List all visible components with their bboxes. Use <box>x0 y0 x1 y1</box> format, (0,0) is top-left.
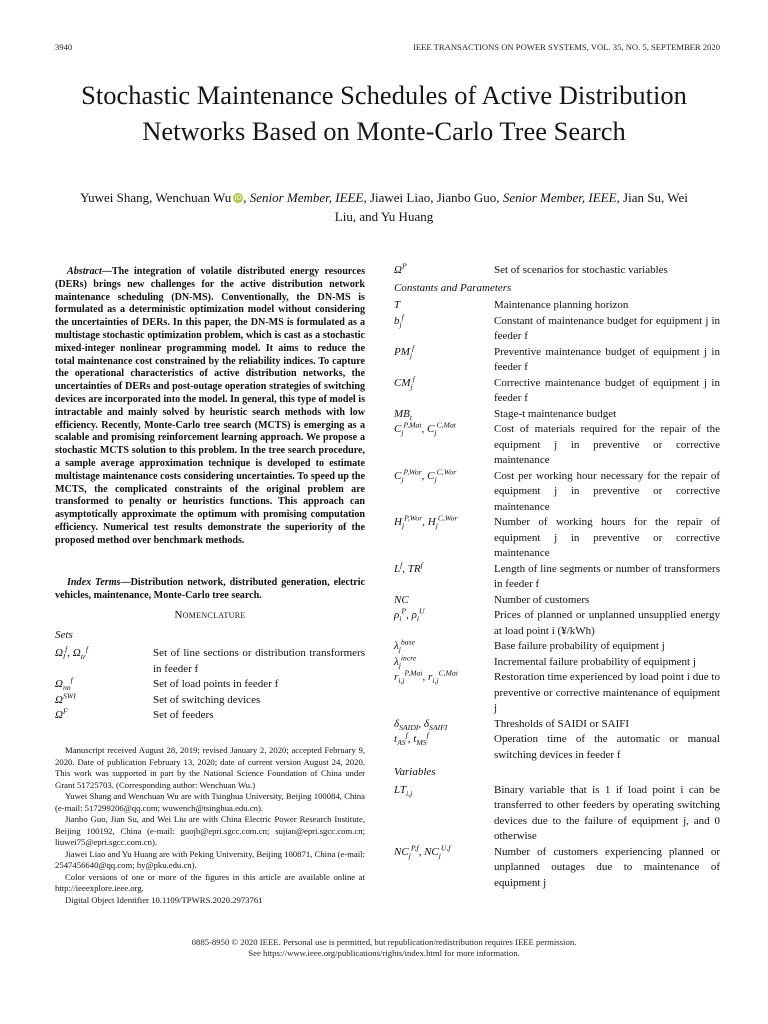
nomenclature-row <box>394 298 720 314</box>
nomenclature-section-heading: Variables <box>394 766 436 778</box>
footnote-paragraph: Digital Object Identifier 10.1109/TPWRS.2020.2973761 <box>65 894 263 905</box>
nomenclature-row <box>394 263 720 279</box>
nomenclature-row <box>55 708 365 724</box>
nomenclature-row <box>55 646 365 677</box>
index-terms-text: —Distribution network, distributed generation, electric vehicles, maintenance, Monte-Carlo tree search. <box>55 577 365 601</box>
nomenclature-symbol: $PM_j^f$ <box>394 342 415 360</box>
nomenclature-symbol: $\Omega^{SWI}$ <box>55 690 76 706</box>
nomenclature-row <box>55 677 365 693</box>
nomenclature-row <box>394 562 720 593</box>
nomenclature-row <box>394 515 720 562</box>
nomenclature-symbol: $\rho_i^P$, $\rho_i^U$ <box>394 606 425 624</box>
nomenclature-row <box>394 314 720 345</box>
nomenclature-section <box>394 279 720 299</box>
nomenclature-description: Binary variable that is 1 if load point i can be transferred to other feeders by operating switching devices due to the failure of equipment j, and 0 otherwise <box>494 783 720 842</box>
nomenclature-heading: Nomenclature <box>174 609 246 621</box>
nomenclature-row <box>394 717 720 733</box>
nomenclature-symbol: $CM_j^f$ <box>394 373 415 391</box>
nomenclature-description: Restoration time experienced by load point i due to preventive or corrective maintenance of equipment j <box>494 671 720 714</box>
nomenclature-symbol: $L^f$, $TR^f$ <box>394 559 423 575</box>
footnote-paragraph: Color versions of one or more of the figures in this article are available online at http://ieeexplore.ieee.org. <box>55 871 365 893</box>
footnote <box>55 745 365 906</box>
journal-header: IEEE TRANSACTIONS ON POWER SYSTEMS, VOL. 35, NO. 5, SEPTEMBER 2020 <box>413 42 720 52</box>
nomenclature-row <box>394 345 720 376</box>
nomenclature-row <box>394 422 720 469</box>
nomenclature-row <box>394 639 720 655</box>
nomenclature-row <box>394 593 720 609</box>
nomenclature-symbol: $\delta_{SAIDI}$, $\delta_{SAIFI}$ <box>394 717 448 732</box>
nomenclature-symbol: $NC_j^{P,f}$, $NC_j^{U,f}$ <box>394 842 451 860</box>
author-role-1: Senior Member, IEEE <box>249 190 364 205</box>
nomenclature-row <box>394 469 720 516</box>
nomenclature-symbol: $\Omega^P$ <box>394 261 407 276</box>
nomenclature-symbol: $r_{i,j}^{P,Mai}$, $r_{i,j}^{C,Mai}$ <box>394 668 458 686</box>
nomenclature-description: Set of scenarios for stochastic variables <box>494 264 668 276</box>
copyright-footer <box>60 937 708 959</box>
nomenclature-symbol: $LT_{i,j}$ <box>394 783 413 798</box>
nomenclature-symbol: $\Omega_{nn}^f$ <box>55 675 73 693</box>
nomenclature-description: Length of line segments or number of transformers in feeder f <box>494 562 720 590</box>
index-terms-lead: Index Terms <box>67 577 121 588</box>
nomenclature-symbol: $\Omega^F$ <box>55 706 68 721</box>
nomenclature-symbol: $MB_t$ <box>394 407 413 422</box>
nomenclature-description: Preventive maintenance budget of equipment j in feeder f <box>494 345 720 373</box>
abstract-lead: Abstract <box>67 266 102 277</box>
nomenclature-description: Set of line sections or distribution transformers in feeder f <box>153 647 365 675</box>
nomenclature-symbol: $\Omega_l^f$, $\Omega_{tr}^f$ <box>55 644 88 662</box>
abstract-text: —The integration of volatile distributed energy resources (DERs) brings new challenges for the active distribution network maintenance scheduling (DN-MS). Conventionally, the DN-MS is formulated as a deterministic optimization model without considering the uncertainties of DERs. In this paper, the DN-MS is formulated as a multistage stochastic optimization problem, which is cast as a stochastic mixed-integer nonlinear programming model. It aims to reduce the total maintenance cost constrained by the reliability indices. To capture the operational characteristics of active distribution networks, the uncertainties of DERs and post-outage operation strategies of switching devices are incorporated into the model. In general, this type of model is intractable and mainly solved by heuristic search methods with low efficiency. Recently, Monte-Carlo tree search (MCTS) is emerging as a scalable and promising reinforcement learning approach. We propose a stochastic MCTS solution to this problem. In the tree search procedure, a sample average approximation technique is developed to estimate multistage maintenance costs considering uncertainties. To speed up the MCTS, the complicated constraints of the original problem are transformed to penalty or heuristics functions. This approach can asymptotically approximate the optimum with promising computation efficiency. Numerical test results demonstrate the superiority of the proposed method over benchmark methods. <box>55 266 365 546</box>
abstract <box>55 266 365 548</box>
author-list: Yuwei Shang, Wenchuan Wu iD, Senior Member, IEEE, Jiawei Liao, Jianbo Guo, Senior Member, IEEE, Jian Su, Wei Liu, and Yu Huang <box>80 190 688 224</box>
nomenclature-row <box>394 608 720 639</box>
footnote-paragraph: Manuscript received August 28, 2019; revised January 2, 2020; accepted February 9, 2020. Date of publication February 13, 2020; date of current version August 24, 2020. This work was supported in part by the National Science Foundation of China under Grant 51725703. (Corresponding author: Wenchuan Wu.) <box>55 745 365 790</box>
nomenclature-description: Set of switching devices <box>153 693 261 706</box>
nomenclature-row <box>394 670 720 717</box>
nomenclature-description: Number of working hours for the repair of equipment j in preventive or corrective maintenance <box>494 516 720 559</box>
orcid-icon[interactable]: iD <box>234 194 242 202</box>
authors-part3: , Jian Su, Wei Liu, and Yu Huang <box>334 190 688 224</box>
nomenclature-description: Operation time of the automatic or manual switching devices in feeder f <box>494 733 720 761</box>
nomenclature-description: Cost of materials required for the repair of the equipment j in preventive or corrective maintenance <box>494 423 720 466</box>
nomenclature-symbol: T <box>394 299 401 311</box>
nomenclature-symbol: $\lambda_j^{incre}$ <box>394 652 417 670</box>
nomenclature-section-heading: Constants and Parameters <box>394 281 512 294</box>
nomenclature-description: Cost per working hour necessary for the repair of equipment j in preventive or corrective maintenance <box>494 469 720 513</box>
author-role-2: Senior Member, IEEE <box>502 190 617 205</box>
sets-table <box>55 646 365 724</box>
footnote-paragraph: Jianbo Guo, Jian Su, and Wei Liu are with China Electric Power Research Institute, Beijing 100192, China (e-mail: guojb@epri.sgcc.com.cn; sujian@epri.sgcc.com.cn; liuwei75@epri.sgcc.com.cn). <box>55 814 365 847</box>
nomenclature-description: Base failure probability of equipment j <box>494 640 665 652</box>
nomenclature-row <box>55 693 365 709</box>
nomenclature-description: Stage-t maintenance budget <box>494 407 617 420</box>
nomenclature-symbol: $C_j^{P,Wor}$, $C_j^{C,Wor}$ <box>394 466 457 484</box>
footer-line-2: See https://www.ieee.org/publications/rights/index.html for more information. <box>248 948 520 958</box>
sets-heading: Sets <box>55 629 73 641</box>
nomenclature-section <box>394 763 720 783</box>
nomenclature-row <box>394 376 720 407</box>
page-number: 3940 <box>55 42 73 52</box>
nomenclature-symbol: $H_j^{P,Wor}$, $H_j^{C,Wor}$ <box>394 513 458 531</box>
authors-part1: Yuwei Shang, Wenchuan Wu <box>80 190 232 205</box>
nomenclature-symbol: $b_j^f$ <box>394 311 404 329</box>
nomenclature-symbol: NC <box>394 593 409 606</box>
footnote-paragraph: Yuwei Shang and Wenchuan Wu are with Tsinghua University, Beijing 100084, China (e-mail: 517299206@qq.com; wuwench@tsinghua.edu.cn). <box>55 791 365 813</box>
authors-part2: , Jiawei Liao, Jianbo Guo, <box>363 190 503 205</box>
nomenclature-table <box>394 263 720 891</box>
nomenclature-symbol: $C_j^{P,Mat}$, $C_j^{C,Mat}$ <box>394 420 456 438</box>
paper-title: Stochastic Maintenance Schedules of Active Distribution Networks Based on Monte-Carlo Tree Search <box>81 80 687 146</box>
nomenclature-description: Set of feeders <box>153 709 214 721</box>
footnote-paragraph: Jiawei Liao and Yu Huang are with Peking University, Beijing 100871, China (e-mail: 2547456640@qq.com; hy@pku.edu.cn). <box>55 848 365 870</box>
nomenclature-symbol: $\lambda_j^{base}$ <box>394 637 415 655</box>
nomenclature-row <box>394 783 720 845</box>
nomenclature-row <box>394 732 720 763</box>
nomenclature-description: Number of customers <box>494 593 590 606</box>
index-terms <box>55 577 365 603</box>
nomenclature-row <box>394 845 720 892</box>
nomenclature-description: Corrective maintenance budget of equipment j in feeder f <box>494 376 720 404</box>
nomenclature-description: Number of customers experiencing planned or unplanned outages due to maintenance of equipment j <box>494 845 720 889</box>
nomenclature-description: Thresholds of SAIDI or SAIFI <box>494 717 630 730</box>
nomenclature-description: Prices of planned or unplanned unsupplied energy at load point i (¥/kWh) <box>494 609 720 637</box>
footer-line-1: 0885-8950 © 2020 IEEE. Personal use is permitted, but republication/redistribution requires IEEE permission. <box>191 937 577 947</box>
nomenclature-description: Set of load points in feeder f <box>153 678 279 690</box>
nomenclature-description: Constant of maintenance budget for equipment j in feeder f <box>494 314 720 342</box>
nomenclature-description: Maintenance planning horizon <box>494 299 629 311</box>
nomenclature-symbol: $t_{AS}^f$, $t_{MS}^f$ <box>394 730 429 748</box>
nomenclature-description: Incremental failure probability of equipment j <box>494 655 696 668</box>
